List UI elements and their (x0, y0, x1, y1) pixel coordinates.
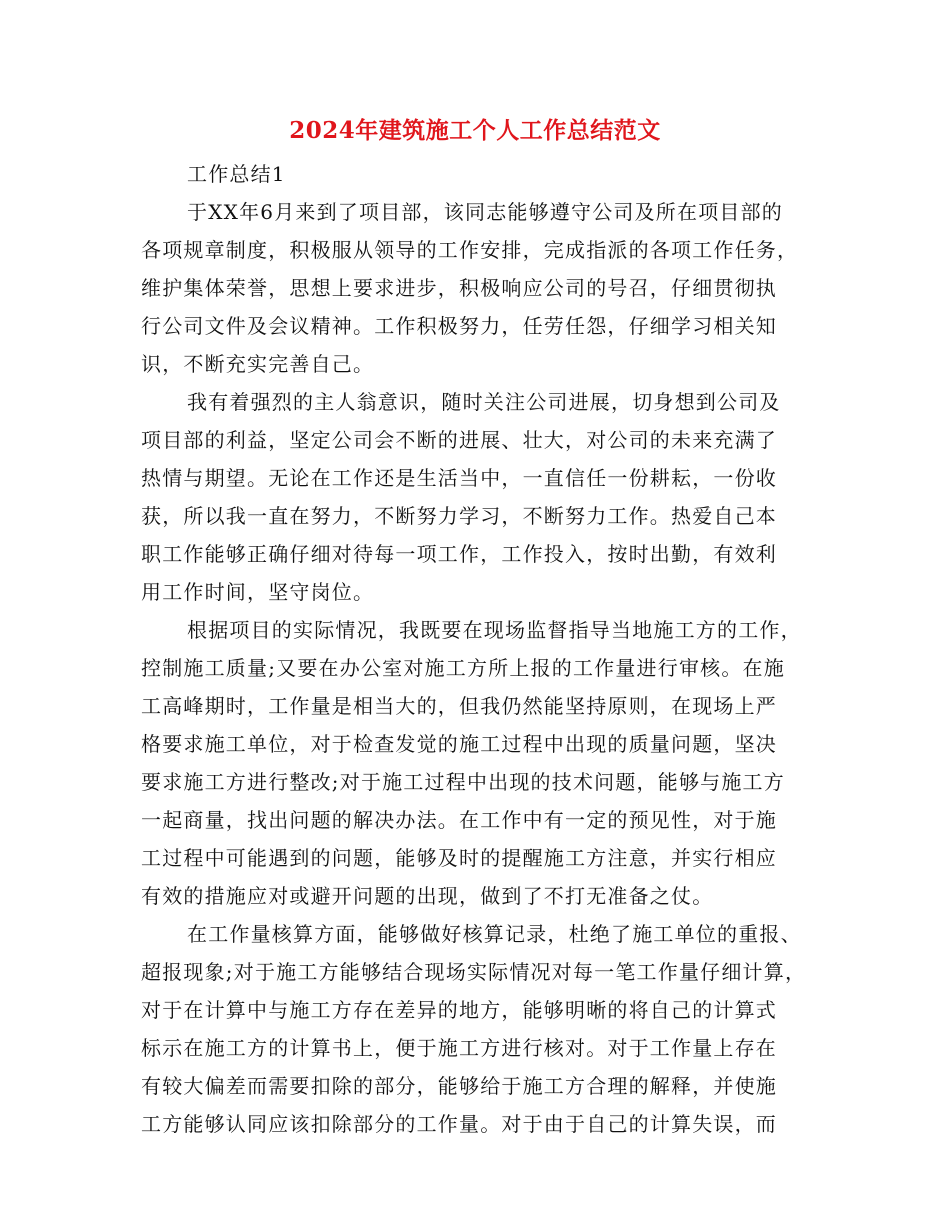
paragraph-line: 各项规章制度，积极服从领导的工作安排，完成指派的各项工作任务， (141, 238, 799, 262)
paragraph-line: 要求施工方进行整改;对于施工过程中出现的技术问题，能够与施工方 (141, 770, 785, 794)
paragraph-line: 于XX年6月来到了项目部，该同志能够遵守公司及所在项目部的 (187, 200, 784, 224)
paragraph-line: 有效的措施应对或避开问题的出现，做到了不打无准备之仗。 (141, 884, 714, 908)
paragraph-line: 识，不断充实完善自己。 (141, 352, 375, 376)
paragraph-line: 用工作时间，坚守岗位。 (141, 580, 375, 604)
paragraph-line: 工方能够认同应该扣除部分的工作量。对于由于自己的计算失误，而 (141, 1112, 777, 1136)
section-heading: 工作总结1 (187, 162, 286, 186)
paragraph-line: 有较大偏差而需要扣除的部分，能够给于施工方合理的解释，并使施 (141, 1074, 777, 1098)
paragraph-line: 工高峰期时，工作量是相当大的，但我仍然能坚持原则，在现场上严 (141, 694, 777, 718)
document-title: 2024年建筑施工个人工作总结范文 (289, 117, 661, 144)
paragraph-line: 根据项目的实际情况，我既要在现场监督指导当地施工方的工作， (187, 618, 802, 642)
paragraph-line: 项目部的利益，坚定公司会不断的进展、壮大，对公司的未来充满了 (141, 428, 777, 452)
paragraph-line: 职工作能够正确仔细对待每一项工作，工作投入，按时出勤，有效利 (141, 542, 777, 566)
paragraph-line: 热情与期望。无论在工作还是生活当中，一直信任一份耕耘，一份收 (141, 466, 777, 490)
paragraph-line: 维护集体荣誉，思想上要求进步，积极响应公司的号召，仔细贯彻执 (141, 276, 777, 300)
paragraph-line: 控制施工质量;又要在办公室对施工方所上报的工作量进行审核。在施 (141, 656, 785, 680)
paragraph-line: 工过程中可能遇到的问题，能够及时的提醒施工方注意，并实行相应 (141, 846, 777, 870)
paragraph-line: 获，所以我一直在努力，不断努力学习，不断努力工作。热爱自己本 (141, 504, 777, 528)
paragraph-line: 在工作量核算方面，能够做好核算记录，杜绝了施工单位的重报、 (187, 922, 802, 946)
paragraph-line: 行公司文件及会议精神。工作积极努力，任劳任怨，仔细学习相关知 (141, 314, 777, 338)
paragraph-line: 超报现象;对于施工方能够结合现场实际情况对每一笔工作量仔细计算， (141, 960, 807, 984)
paragraph-line: 我有着强烈的主人翁意识，随时关注公司进展，切身想到公司及 (187, 390, 781, 414)
paragraph-line: 对于在计算中与施工方存在差异的地方，能够明晰的将自己的计算式 (141, 998, 777, 1022)
paragraph-line: 格要求施工单位，对于检查发觉的施工过程中出现的质量问题，坚决 (141, 732, 777, 756)
paragraph-line: 一起商量，找出问题的解决办法。在工作中有一定的预见性，对于施 (141, 808, 777, 832)
paragraph-line: 标示在施工方的计算书上，便于施工方进行核对。对于工作量上存在 (141, 1036, 777, 1060)
